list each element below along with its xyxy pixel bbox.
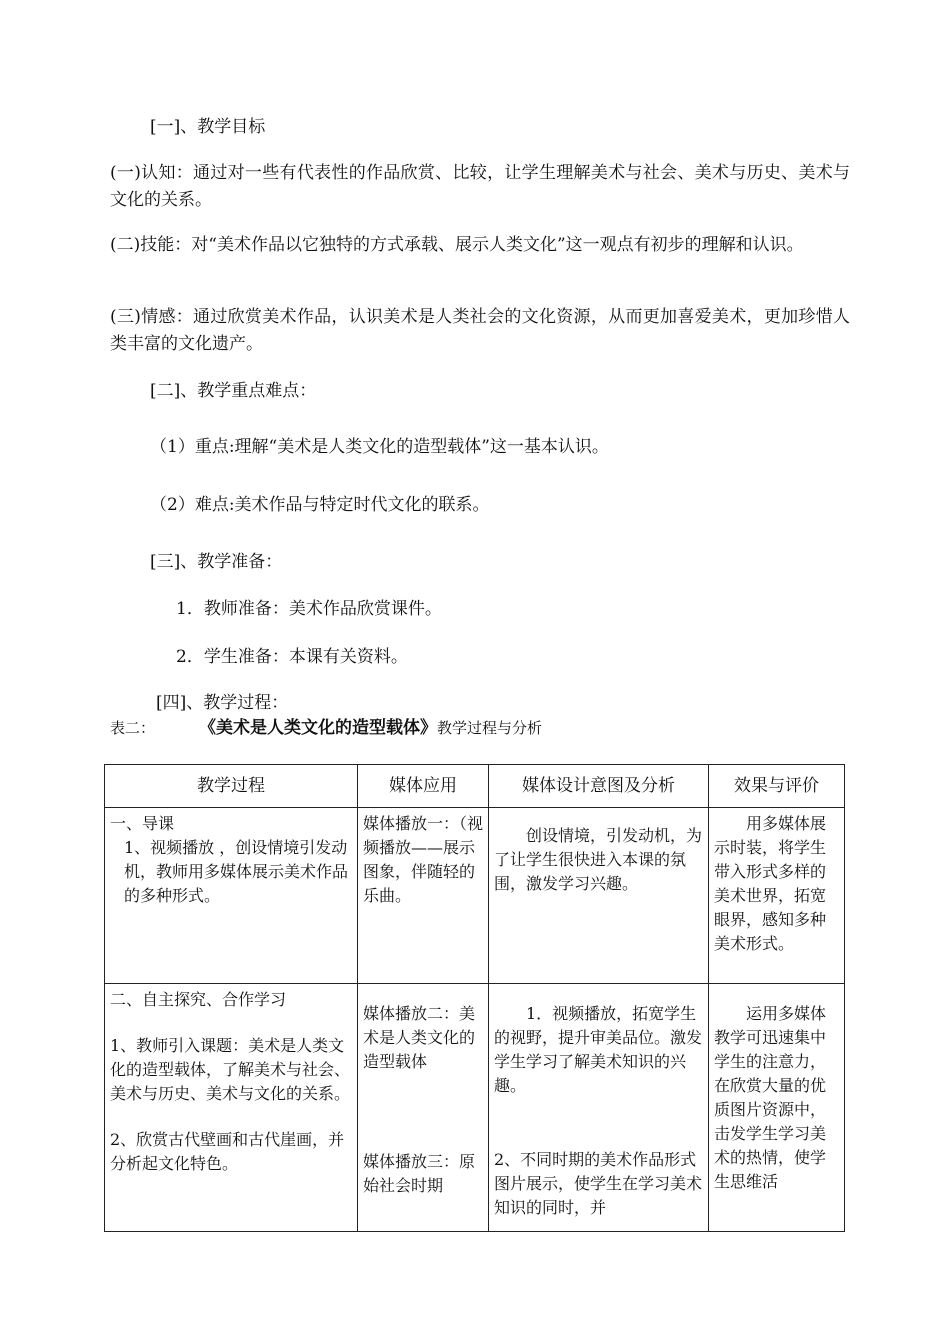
row1-process-title: 一、导课 xyxy=(110,814,175,833)
section2-heading: [二]、教学重点难点： xyxy=(150,381,317,401)
table-row xyxy=(105,808,845,984)
difficult-point: （2）难点:美术作品与特定时代文化的联系。 xyxy=(150,495,490,515)
row1-design xyxy=(489,808,709,984)
table-row xyxy=(105,984,845,1232)
objective-cognition: (一)认知：通过对一些有代表性的作品欣赏、比较，让学生理解美术与社会、美术与历史、美术与文化的关系。 xyxy=(110,163,850,210)
header-media: 媒体应用 xyxy=(358,765,489,808)
section4-heading: [四]、教学过程： xyxy=(156,693,289,713)
row2-design-text1: 1．视频播放，拓宽学生的视野，提升审美品位。激发学生学习了解美术知识的兴趣。 xyxy=(494,1004,703,1095)
row2-process xyxy=(105,984,358,1232)
table-caption xyxy=(110,716,542,740)
row1-process xyxy=(105,808,358,984)
table-header-row xyxy=(105,765,845,808)
section1-heading: [一]、教学目标 xyxy=(150,117,266,137)
row2-process-text2: 2、欣赏古代壁画和古代崖画，并分析起文化特色。 xyxy=(110,1130,345,1173)
row2-process-title: 二、自主探究、合作学习 xyxy=(110,990,287,1009)
row2-media-text2: 媒体播放三：原始社会时期 xyxy=(363,1152,476,1195)
row1-design-text: 创设情境，引发动机，为了让学生很快进入本课的氛围，激发学习兴趣。 xyxy=(494,826,703,893)
row2-media xyxy=(358,984,489,1232)
header-process: 教学过程 xyxy=(105,765,358,808)
row1-effect-text: 用多媒体展示时装，将学生带入形式多样的美术世界，拓宽眼界，感知多种美术形式。 xyxy=(714,814,827,953)
row1-media xyxy=(358,808,489,984)
caption-title: 《美术是人类文化的造型载体》 xyxy=(199,718,438,738)
row1-process-text: 1、视频播放 ，创设情境引发动机，教师用多媒体展示美术作品的多种形式。 xyxy=(124,838,349,905)
row2-effect xyxy=(709,984,845,1232)
row2-effect-text: 运用多媒体教学可迅速集中学生的注意力，在欣赏大量的优质图片资源中，击发学生学习美术的热情，使学生思维活 xyxy=(714,1004,827,1191)
objective-emotion: (三)情感：通过欣赏美术作品，认识美术是人类社会的文化资源，从而更加喜爱美术，更加珍惜人类丰富的文化遗产。 xyxy=(110,307,850,354)
teacher-prep: 1．教师准备：美术作品欣赏课件。 xyxy=(176,599,442,619)
caption-prefix: 表二： xyxy=(110,719,156,737)
header-design: 媒体设计意图及分析 xyxy=(489,765,709,808)
header-effect: 效果与评价 xyxy=(709,765,845,808)
row1-effect xyxy=(709,808,845,984)
process-table xyxy=(104,764,845,1232)
key-point: （1）重点:理解“美术是人类文化的造型载体”这一基本认识。 xyxy=(150,437,609,457)
row2-design-text2: 2、不同时期的美术作品形式图片展示，使学生在学习美术知识的同时，并 xyxy=(494,1150,703,1217)
objective-skill: (二)技能：对“美术作品以它独特的方式承载、展示人类文化”这一观点有初步的理解和认识。 xyxy=(110,235,804,255)
caption-suffix: 教学过程与分析 xyxy=(437,719,543,737)
section3-heading: [三]、教学准备： xyxy=(150,552,283,572)
row2-media-text1: 媒体播放二：美术是人类文化的造型载体 xyxy=(363,1004,476,1071)
row1-media-text: 媒体播放一：（视频播放——展示图象，伴随轻的乐曲。 xyxy=(363,814,484,905)
row2-design xyxy=(489,984,709,1232)
student-prep: 2．学生准备：本课有关资料。 xyxy=(176,647,408,667)
row2-process-text1: 1、教师引入课题：美术是人类文化的造型载体，了解美术与社会、美术与历史、美术与文化的关系。 xyxy=(110,1036,351,1103)
